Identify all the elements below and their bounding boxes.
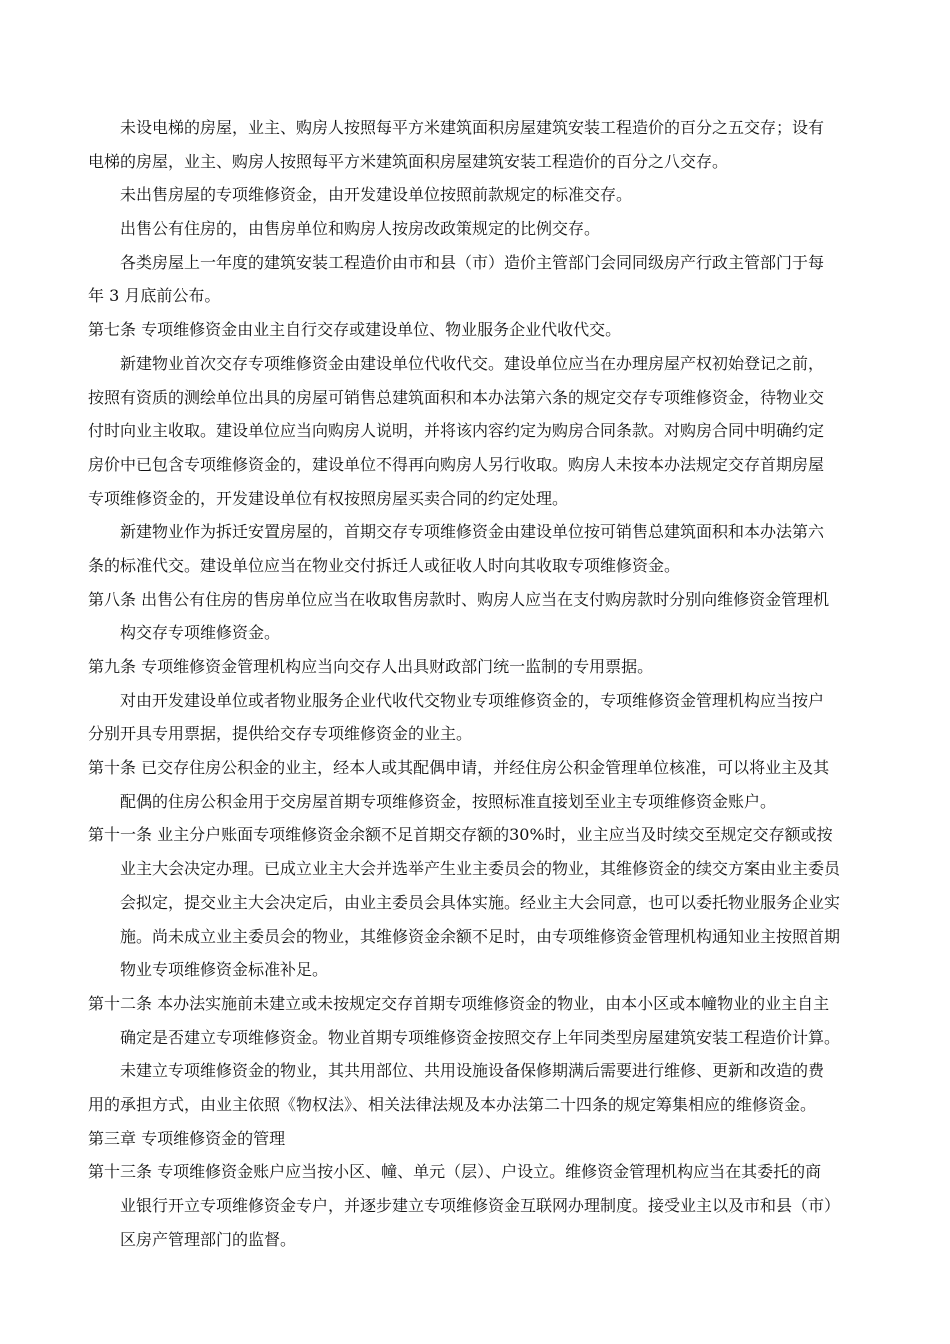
text-line: 新建物业首次交存专项维修资金由建设单位代收代交。建设单位应当在办理房屋产权初始登记之前， (120, 353, 825, 373)
text-line: 第七条 专项维修资金由业主自行交存或建设单位、物业服务企业代收代交。 (88, 320, 622, 340)
text-line: 未设电梯的房屋，业主、购房人按照每平方米建筑面积房屋建筑安装工程造价的百分之五交存；设有 (120, 118, 825, 137)
text-line: 第九条 专项维修资金管理机构应当向交存人出具财政部门统一监制的专用票据。 (88, 657, 654, 676)
text-line: 分别开具专用票据，提供给交存专项维修资金的业主。 (88, 724, 473, 744)
text-line: 新建物业作为拆迁安置房屋的，首期交存专项维修资金由建设单位按可销售总建筑面积和本办法第六 (120, 522, 825, 542)
text-line: 未出售房屋的专项维修资金，由开发建设单位按照前款规定的标准交存。 (120, 185, 633, 205)
text-line: 第十三条 专项维修资金账户应当按小区、幢、单元（层）、户设立。维修资金管理机构应当在其委托的商 (88, 1162, 822, 1182)
text-line: 物业专项维修资金标准补足。 (120, 960, 329, 980)
text-line: 会拟定，提交业主大会决定后，由业主委员会具体实施。经业主大会同意，也可以委托物业服务企业实 (120, 892, 841, 912)
text-line: 第十一条 业主分户账面专项维修资金余额不足首期交存额的30%时，业主应当及时续交至规定交存额或按 (88, 825, 833, 845)
text-line: 施。尚未成立业主委员会的物业，其维修资金余额不足时，由专项维修资金管理机构通知业主按照首期 (120, 926, 841, 946)
text-line: 专项维修资金的，开发建设单位有权按照房屋买卖合同的约定处理。 (88, 488, 569, 508)
text-line: 房价中已包含专项维修资金的，建设单位不得再向购房人另行收取。购房人未按本办法规定交存首期房屋 (88, 454, 825, 474)
text-line: 构交存专项维修资金。 (120, 623, 281, 643)
text-line: 电梯的房屋，业主、购房人按照每平方米建筑面积房屋建筑安装工程造价的百分之八交存。 (88, 151, 729, 171)
text-line: 用的承担方式，由业主依照《物权法》、相关法律法规及本办法第二十四条的规定筹集相应的维修资金。 (88, 1094, 817, 1114)
text-line: 第十二条 本办法实施前未建立或未按规定交存首期专项维修资金的物业，由本小区或本幢物业的业主自主 (88, 993, 830, 1013)
text-line: 区房产管理部门的监督。 (120, 1229, 297, 1249)
text-line: 确定是否建立专项维修资金。物业首期专项维修资金按照交存上年同类型房屋建筑安装工程造价计算。 (120, 1027, 841, 1047)
text-line: 对由开发建设单位或者物业服务企业代收代交物业专项维修资金的，专项维修资金管理机构应当按户 (120, 690, 825, 710)
document-body (88, 111, 863, 1256)
text-line: 年 3 月底前公布。 (88, 286, 221, 306)
text-line: 各类房屋上一年度的建筑安装工程造价由市和县（市）造价主管部门会同同级房产行政主管部门于每 (120, 252, 825, 272)
text-line: 条的标准代交。建设单位应当在物业交付拆迁人或征收人时向其收取专项维修资金。 (88, 555, 681, 575)
text-line: 按照有资质的测绘单位出具的房屋可销售总建筑面积和本办法第六条的规定交存专项维修资金，待物业交 (88, 387, 825, 407)
text-line: 未建立专项维修资金的物业，其共用部位、共用设施设备保修期满后需要进行维修、更新和改造的费 (120, 1061, 825, 1081)
text-line: 业主大会决定办理。已成立业主大会并选举产生业主委员会的物业，其维修资金的续交方案由业主委员 (120, 859, 841, 879)
text-line: 第十条 已交存住房公积金的业主，经本人或其配偶申请，并经住房公积金管理单位核准，可以将业主及其 (88, 758, 830, 778)
text-line: 第八条 出售公有住房的售房单位应当在收取售房款时、购房人应当在支付购房款时分别向维修资金管理机 (88, 589, 830, 609)
text-line: 付时向业主收取。建设单位应当向购房人说明，并将该内容约定为购房合同条款。对购房合同中明确约定 (88, 421, 825, 441)
text-line: 出售公有住房的，由售房单位和购房人按房改政策规定的比例交存。 (120, 219, 601, 239)
text-line: 业银行开立专项维修资金专户，并逐步建立专项维修资金互联网办理制度。接受业主以及市和县（市） (120, 1196, 841, 1215)
text-line: 第三章 专项维修资金的管理 (88, 1128, 286, 1148)
text-line: 配偶的住房公积金用于交房屋首期专项维修资金，按照标准直接划至业主专项维修资金账户。 (120, 791, 777, 811)
